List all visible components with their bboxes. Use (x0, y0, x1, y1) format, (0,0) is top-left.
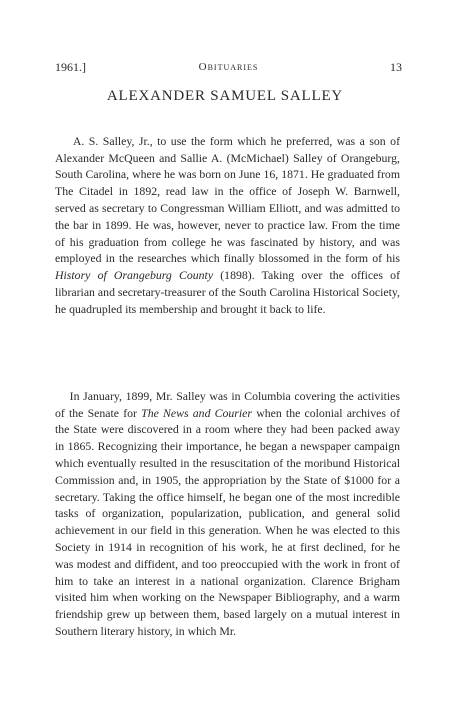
page-header (55, 60, 402, 78)
page-number: 13 (390, 60, 402, 74)
paragraph (55, 371, 403, 657)
paragraph-text: A. S. Salley, Jr., to use the form which he preferred, was a son of Alexander McQueen and Sallie A. (McMichael) Salley of Orangeburg, South Carolina, where he was born on June 16, 1871. He graduated from The Citadel in 1892, read law in the office of Joseph W. Barnwell, served as secretary to Congressman William Elliott, and was admitted to the bar in 1899. He was, however, never to practice law. From the time of his graduation from college he was fascinated by history, and was employed in the researches which finally blossomed in the form of his (55, 133, 403, 266)
newspaper-title: The News and Courier (141, 405, 253, 420)
paragraph (55, 116, 403, 334)
book-title: History of Orangeburg County (55, 268, 214, 283)
running-head: Obituaries (198, 61, 259, 73)
obituary-title: ALEXANDER SAMUEL SALLEY (106, 88, 344, 104)
paragraph-text: (1898). Taking over the offices of librarian and secretary-treasurer of the South Carolina Historical Society, he quadrupled its membership and brought it back to life. (55, 268, 403, 316)
paragraph-text: In January, 1899, Mr. Salley was in Columbia covering the activities of the Senate for (55, 388, 403, 420)
page-year: 1961.] (55, 60, 86, 74)
paragraph-text: when the colonial archives of the State were discovered in a room where they had been packed away in 1865. Recognizing their importance, he began a newspaper campaign which eventually resulted in the resuscitation of the moribund Historical Commission and, in 1905, the appropriation by the State of $1000 for a secretary. Taking the office himself, he began one of the most incredible tasks of organization, popularization, publication, and general solid achievement in our field in this generation. When he was elected to this Society in 1914 in recognition of his work, he at first declined, for he was modest and diffident, and too preoccupied with the work in front of him to take an interest in a national organization. Clarence Brigham visited him when working on the Newspaper Bibliography, and a warm friendship grew up between them, based largely on a mutual interest in Southern literary history, in which Mr. (55, 405, 403, 638)
